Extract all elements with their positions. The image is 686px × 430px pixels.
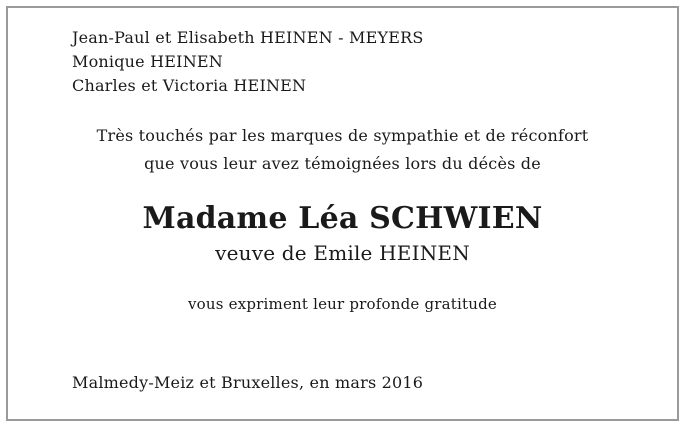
family-name-line: Monique HEINEN	[72, 52, 223, 71]
condolence-message	[8, 122, 677, 178]
deceased-subtitle: veuve de Emile HEINEN	[215, 241, 470, 265]
gratitude-line: vous expriment leur profonde gratitude	[188, 295, 497, 313]
condolence-message-line1: Très touchés par les marques de sympathie et de réconfort	[96, 126, 589, 145]
memorial-card	[6, 6, 679, 421]
family-name-line: Charles et Victoria HEINEN	[72, 76, 307, 95]
condolence-message-line2: que vous leur avez témoignées lors du décès de	[144, 154, 541, 173]
family-names-block	[72, 26, 677, 98]
family-name-line: Jean-Paul et Elisabeth HEINEN - MEYERS	[72, 28, 424, 47]
place-date-line: Malmedy-Meiz et Bruxelles, en mars 2016	[72, 373, 424, 392]
deceased-name: Madame Léa SCHWIEN	[142, 201, 543, 236]
